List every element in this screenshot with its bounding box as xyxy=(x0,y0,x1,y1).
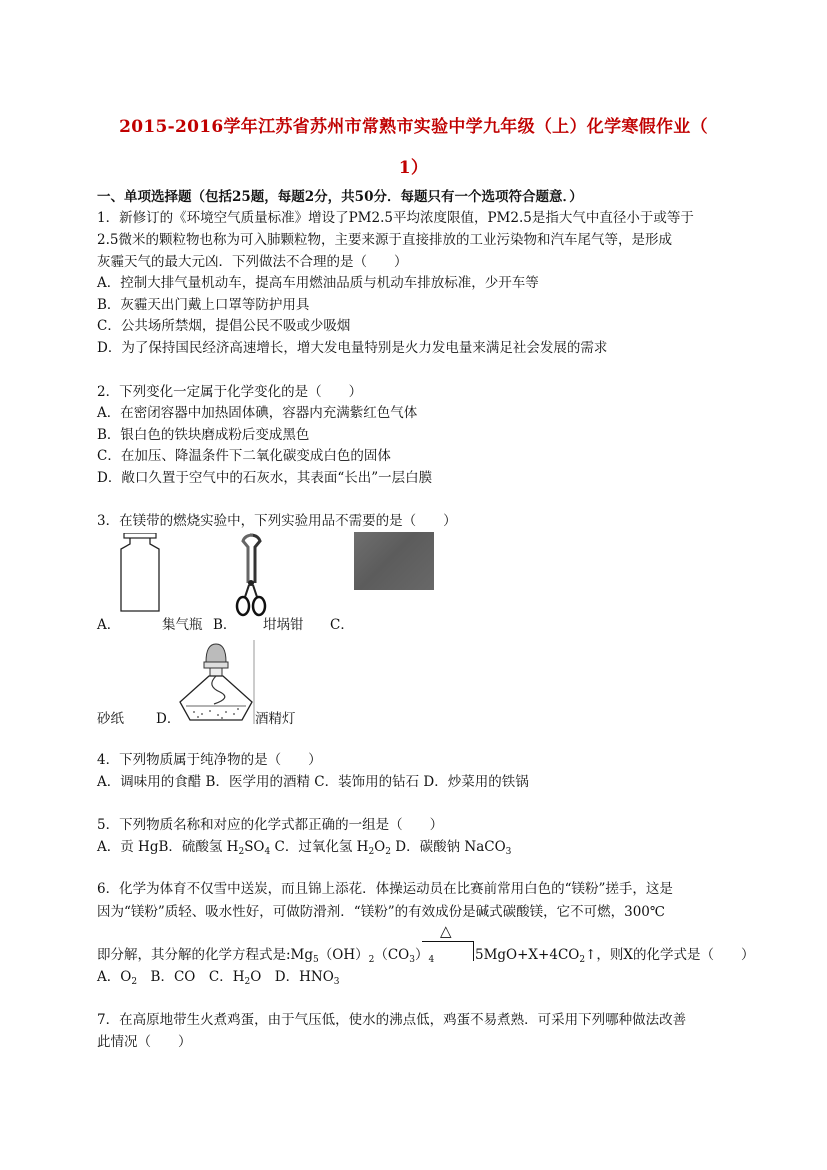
q2-stem: 2．下列变化一定属于化学变化的是（ ） xyxy=(97,384,363,400)
q1-option-d: D．为了保持国民经济高速增长，增大发电量特别是火力发电量来满足社会发展的需求 xyxy=(97,340,608,356)
q6-option-a: A．O xyxy=(97,969,132,985)
q6-option-cd: O D．HNO xyxy=(250,969,334,985)
subscript: 2 xyxy=(368,847,375,857)
document-title-line2: 1） xyxy=(398,158,429,178)
q7-stem-line1: 7．在高原地带生火煮鸡蛋，由于气压低，使水的沸点低，鸡蛋不易煮熟．可采用下列哪种做法改善 xyxy=(97,1012,687,1028)
q3-option-a-letter: A． xyxy=(97,617,121,633)
q6-formula-part: ） xyxy=(414,947,429,963)
document-title-line1: 2015-2016学年江苏省苏州市常熟市实验中学九年级（上）化学寒假作业（ xyxy=(119,117,708,137)
subscript: 4 xyxy=(264,847,271,857)
q4-options: A．调味用的食醋 B．医学用的酒精 C．装饰用的钻石 D．炒菜用的铁锅 xyxy=(97,774,529,790)
q5-formula-part: O xyxy=(374,839,386,855)
q2-option-b: B．银白色的铁块磨成粉后变成黑色 xyxy=(97,427,310,443)
subscript: 5 xyxy=(313,955,319,965)
q6-options xyxy=(97,968,340,991)
subscript: 2 xyxy=(368,955,375,965)
q3-option-d-text: 酒精灯 xyxy=(255,711,296,727)
q5-options xyxy=(97,838,511,861)
q3-stem: 3．在镁带的燃烧实验中，下列实验用品不需要的是（ ） xyxy=(97,513,457,529)
gas-collecting-bottle-image xyxy=(118,533,162,613)
q1-option-c: C．公共场所禁烟，提倡公民不吸或少吸烟 xyxy=(97,318,351,334)
subscript: 3 xyxy=(505,847,512,857)
section-heading: 一、单项选择题（包括25题，每题2分，共50分．每题只有一个选项符合题意．） xyxy=(97,189,583,205)
reaction-arrow-end xyxy=(473,941,474,961)
q5-stem: 5．下列物质名称和对应的化学式都正确的一组是（ ） xyxy=(97,817,444,833)
subscript: 2 xyxy=(238,847,245,857)
q6-equation-question: ↑，则X的化学式是（ ） xyxy=(585,947,755,963)
q1-stem-line1: 1．新修订的《环境空气质量标准》增设了PM2.5平均浓度限值，PM2.5是指大气中直径小于或等于 xyxy=(97,210,694,226)
sandpaper-image xyxy=(354,532,434,590)
q6-stem-line3-left xyxy=(97,946,434,969)
heat-symbol: △ xyxy=(440,922,452,940)
subscript: 4 xyxy=(428,955,435,965)
subscript: 2 xyxy=(579,955,586,965)
q5-option-d: D．碳酸钠 NaCO xyxy=(390,839,506,855)
q7-stem-line2: 此情况（ ） xyxy=(97,1034,192,1050)
q6-formula-part: （CO xyxy=(374,947,410,963)
q6-stem-line1: 6．化学为体育不仅雪中送炭，而且锦上添花．体操运动员在比赛前常用白色的“镁粉”搓手，这是 xyxy=(97,881,673,897)
q4-stem: 4．下列物质属于纯净物的是（ ） xyxy=(97,752,322,768)
subscript: 3 xyxy=(333,977,340,987)
q1-option-b: B．灰霾天出门戴上口罩等防护用具 xyxy=(97,297,310,313)
q3-option-b-letter: B． xyxy=(213,617,237,633)
q2-option-a: A．在密闭容器中加热固体碘，容器内充满紫红色气体 xyxy=(97,405,418,421)
q6-stem-line2: 因为“镁粉”质轻、吸水性好，可做防滑剂．“镁粉”的有效成份是碱式碳酸镁，它不可燃，300℃ xyxy=(97,904,665,920)
q3-option-c-text: 砂纸 xyxy=(97,711,124,727)
subscript: 3 xyxy=(409,955,415,965)
q6-equation-products: 5MgO+X+4CO xyxy=(475,947,580,963)
crucible-tongs-image xyxy=(233,533,267,619)
q6-stem-line3-right xyxy=(475,946,755,969)
q6-equation-prefix: 即分解，其分解的化学方程式是:Mg xyxy=(97,947,314,963)
q6-option-bc: B．CO C．H xyxy=(137,969,245,985)
alcohol-lamp-image xyxy=(176,640,256,724)
q1-option-a: A．控制大排气量机动车，提高车用燃油品质与机动车排放标准，少开车等 xyxy=(97,275,539,291)
q1-stem-line3: 灰霾天气的最大元凶．下列做法不合理的是（ ） xyxy=(97,254,408,270)
q1-stem-line2: 2.5微米的颗粒物也称为可入肺颗粒物，主要来源于直接排放的工业污染物和汽车尾气等，是形成 xyxy=(97,232,672,248)
q3-option-a-text: 集气瓶 xyxy=(162,617,203,633)
q5-formula-part: SO xyxy=(244,839,265,855)
subscript: 2 xyxy=(131,977,138,987)
q3-option-b-text: 坩埚钳 xyxy=(263,617,304,633)
q5-option-c: C．过氧化氢 H xyxy=(270,839,369,855)
q5-option-ab: A．贡 HgB．硫酸氢 H xyxy=(97,839,239,855)
subscript: 2 xyxy=(244,977,251,987)
reaction-arrow-line xyxy=(422,941,474,942)
q6-formula-part: （OH） xyxy=(318,947,369,963)
q3-option-c-letter: C． xyxy=(330,617,354,633)
subscript: 2 xyxy=(385,847,391,857)
q3-option-d-letter: D． xyxy=(156,711,181,727)
q2-option-c: C．在加压、降温条件下二氧化碳变成白色的固体 xyxy=(97,448,391,464)
q2-option-d: D．敞口久置于空气中的石灰水，其表面“长出”一层白膜 xyxy=(97,470,433,486)
